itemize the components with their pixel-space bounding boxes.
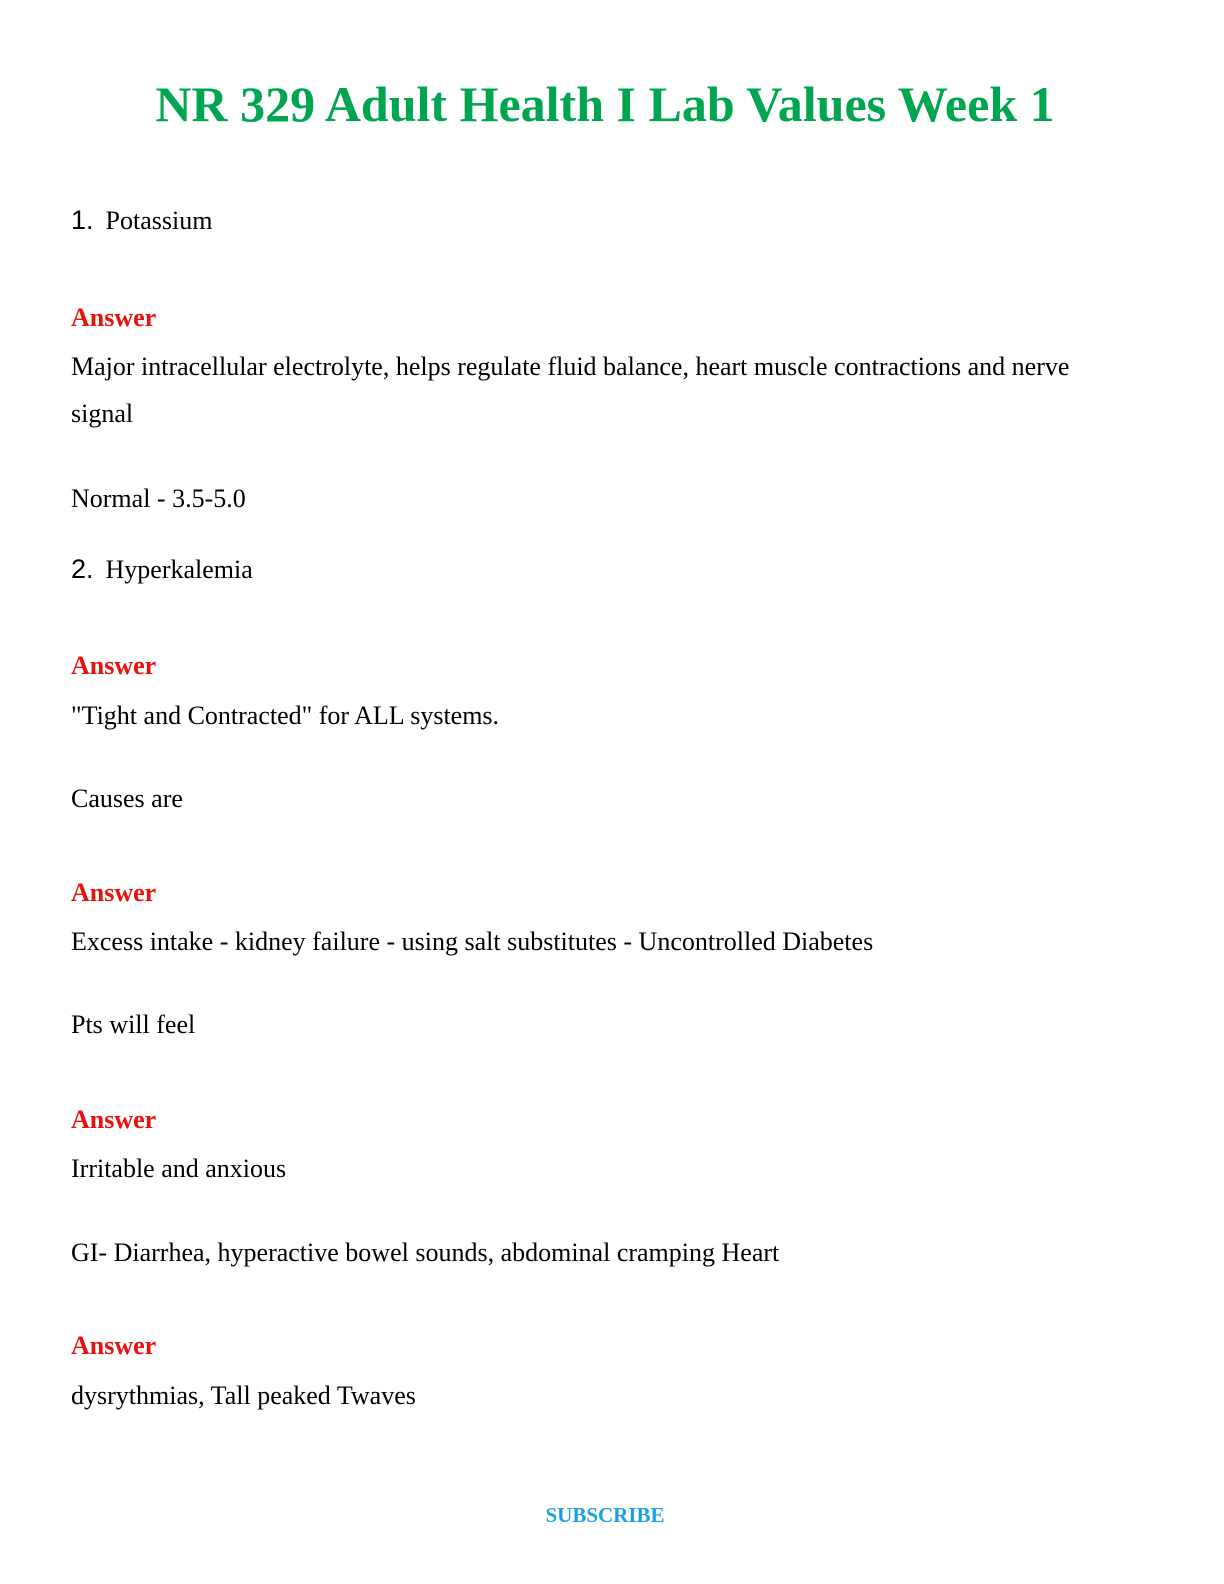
body-text: Causes are [71,784,183,813]
answer-label: Answer [71,1105,157,1134]
answer-label: Answer [71,303,157,332]
body-text: Pts will feel [71,1010,196,1039]
question-text: Potassium [105,206,213,235]
subscribe-link[interactable]: SUBSCRIBE [545,1503,665,1527]
answer-label: Answer [71,878,157,907]
question-text: Hyperkalemia [105,555,253,584]
question-1 [71,205,212,236]
question-number: 2. [71,554,94,584]
question-number: 1. [71,205,94,235]
body-text: GI- Diarrhea, hyperactive bowel sounds, abdominal cramping Heart [71,1238,780,1267]
normal-range-text: Normal - 3.5-5.0 [71,484,246,513]
answer-text: Excess intake - kidney failure - using salt substitutes - Uncontrolled Diabetes [71,927,874,956]
answer-text: dysrythmias, Tall peaked Twaves [71,1381,416,1410]
answer-label: Answer [71,651,157,680]
answer-text: Irritable and anxious [71,1154,287,1183]
answer-text: "Tight and Contracted" for ALL systems. [71,701,500,730]
answer-label: Answer [71,1331,157,1360]
question-2 [71,554,253,585]
answer-text: Major intracellular electrolyte, helps regulate fluid balance, heart muscle contractions and nerve signal [71,352,1070,428]
document-title: NR 329 Adult Health I Lab Values Week 1 [155,76,1055,132]
